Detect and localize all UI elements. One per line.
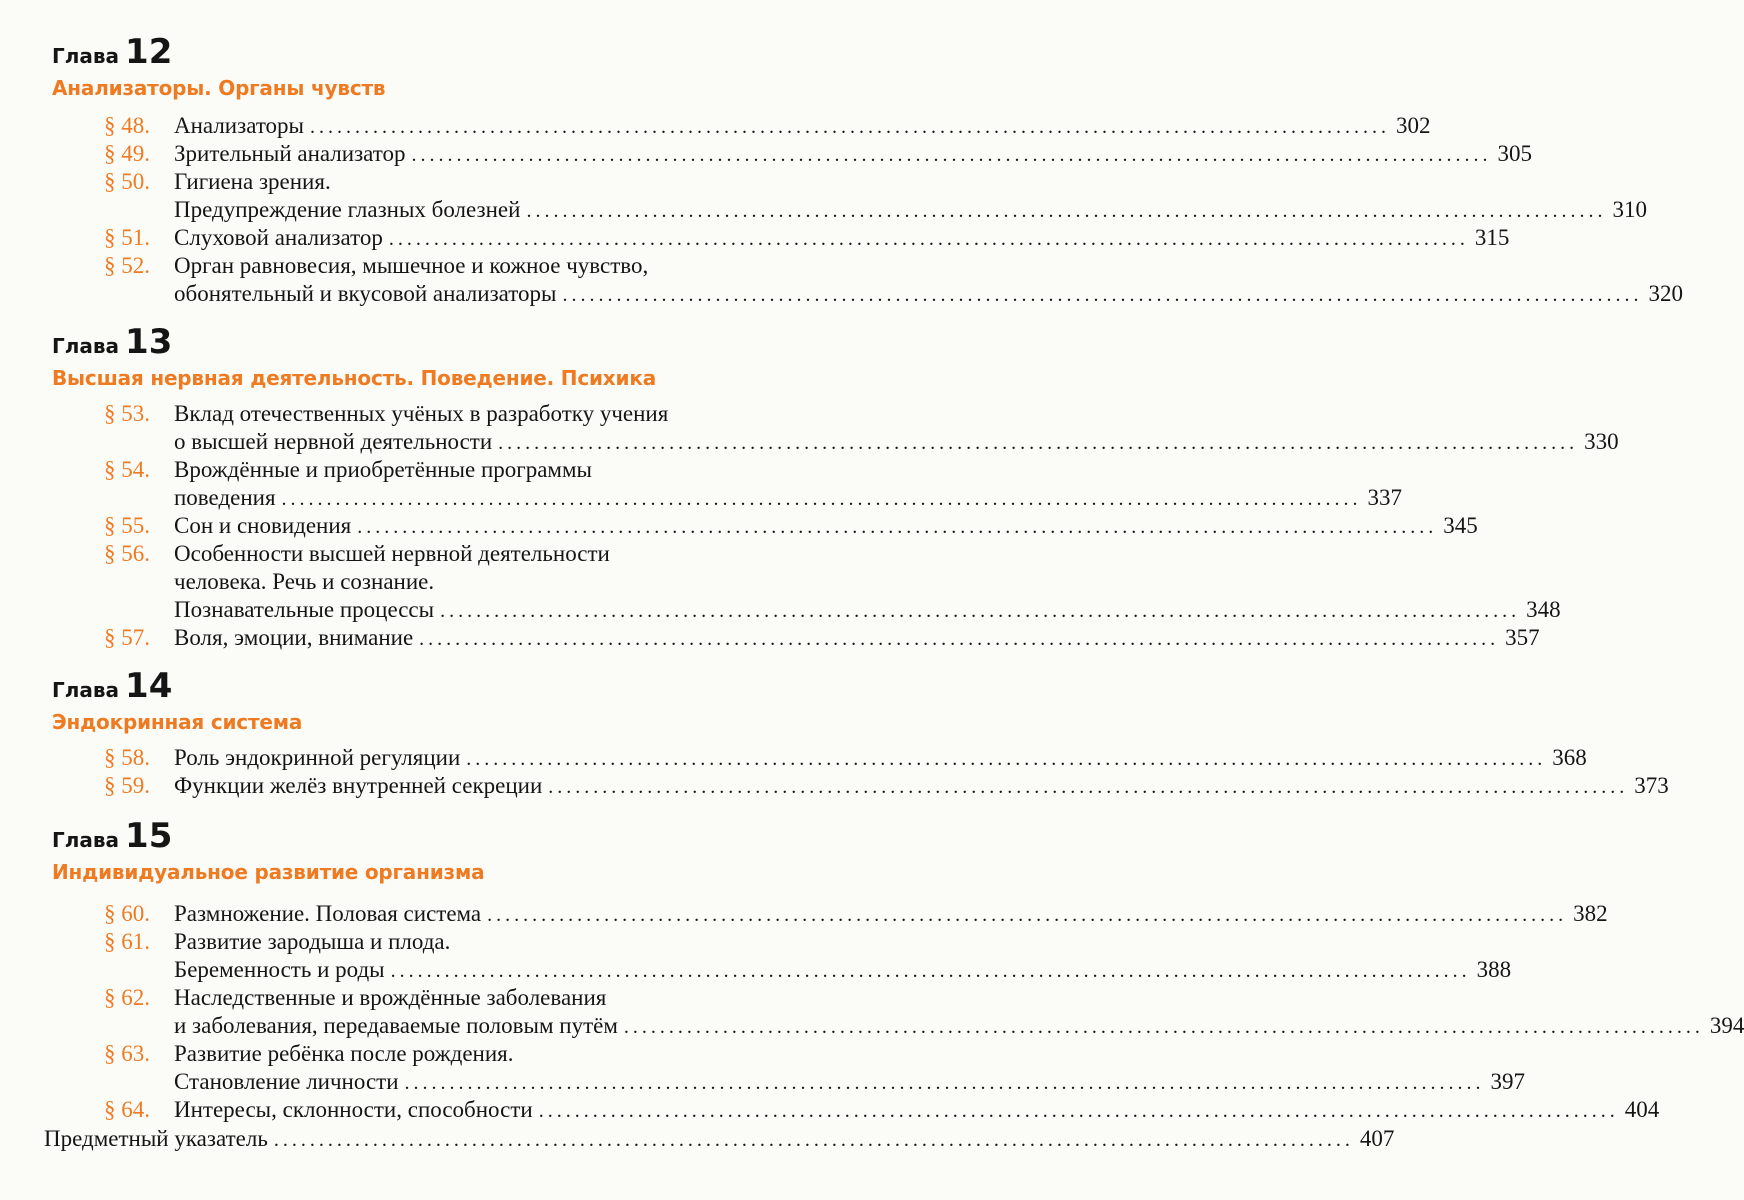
entry-title-line: Развитие зародыша и плода. <box>174 929 451 954</box>
entry-title-line: Воля, эмоции, внимание <box>174 625 414 650</box>
chapter-title: Высшая нервная деятельность. Поведение. Психика <box>52 366 656 390</box>
leader-dots: ........................................................................................................................ <box>357 516 1438 538</box>
index-label: Предметный указатель <box>44 1126 268 1151</box>
toc-entry[interactable] <box>52 512 1478 540</box>
chapter-title: Индивидуальное развитие организма <box>52 860 485 884</box>
section-number: § 52. <box>104 253 150 278</box>
chapter-title: Эндокринная система <box>52 710 303 734</box>
leader-dots: ........................................................................................................................ <box>273 1129 1354 1151</box>
page-number: 394 <box>1709 1013 1744 1038</box>
chapter-number: 12 <box>125 32 173 72</box>
toc-entry[interactable] <box>52 744 1587 772</box>
toc-entry[interactable] <box>52 1040 1526 1096</box>
toc-entry[interactable] <box>52 140 1533 168</box>
page-number: 348 <box>1526 597 1561 622</box>
section-number: § 55. <box>104 513 150 538</box>
leader-dots: ........................................................................................................................ <box>419 628 1500 650</box>
entry-title-line: Развитие ребёнка после рождения. <box>174 1041 514 1066</box>
page-number: 320 <box>1648 281 1683 306</box>
page-number: 368 <box>1552 745 1587 770</box>
leader-dots: ........................................................................................................................ <box>281 488 1362 510</box>
page-number: 330 <box>1584 429 1619 454</box>
toc-entry[interactable] <box>52 224 1510 252</box>
leader-dots: ........................................................................................................................ <box>466 748 1547 770</box>
page-number: 373 <box>1634 773 1669 798</box>
chapter-word: Глава <box>52 334 120 358</box>
entry-title-line: Сон и сновидения <box>174 513 352 538</box>
chapter-number: 14 <box>125 666 173 706</box>
chapter-14 <box>52 666 1669 800</box>
entry-title-line: Гигиена зрения. <box>174 169 331 194</box>
entry-title-line: Размножение. Половая система <box>174 901 482 926</box>
toc-entry[interactable] <box>52 900 1608 928</box>
toc-entry[interactable] <box>52 456 1403 512</box>
leader-dots: ........................................................................................................................ <box>498 432 1579 454</box>
chapter-word: Глава <box>52 44 120 68</box>
chapter-13 <box>52 322 1619 652</box>
toc-entry[interactable] <box>52 112 1431 140</box>
toc-entry[interactable] <box>52 168 1647 224</box>
chapter-heading <box>52 322 892 362</box>
entry-title-line: о высшей нервной деятельности <box>174 429 493 454</box>
page-number: 388 <box>1476 957 1512 982</box>
entry-title-line: Слуховой анализатор <box>174 225 383 250</box>
chapter-title: Анализаторы. Органы чувств <box>52 76 386 100</box>
entry-title-line: Становление личности <box>174 1069 399 1094</box>
entry-title-line: Беременность и роды <box>174 957 385 982</box>
leader-dots: ........................................................................................................................ <box>526 200 1607 222</box>
page-number: 404 <box>1624 1097 1660 1122</box>
leader-dots: ........................................................................................................................ <box>388 228 1469 250</box>
leader-dots: ........................................................................................................................ <box>538 1100 1619 1122</box>
toc-entry[interactable] <box>52 252 1683 308</box>
page-number: 302 <box>1396 113 1431 138</box>
chapter-word: Глава <box>52 678 120 702</box>
entry-title-line: человека. Речь и сознание. <box>174 569 435 594</box>
leader-dots: ........................................................................................................................ <box>411 144 1492 166</box>
subject-index-entry[interactable] <box>44 1125 1395 1153</box>
page-number: 357 <box>1505 625 1540 650</box>
chapter-heading <box>52 666 892 706</box>
entry-title-line: Наследственные и врождённые заболевания <box>174 985 607 1010</box>
toc-entry[interactable] <box>52 984 1744 1040</box>
entry-title-line: Роль эндокринной регуляции <box>174 745 461 770</box>
leader-dots: ........................................................................................................................ <box>548 776 1629 798</box>
page-number: 407 <box>1359 1126 1395 1151</box>
entry-title-line: Познавательные процессы <box>174 597 435 622</box>
toc-entry[interactable] <box>52 624 1540 652</box>
chapter-heading <box>52 32 892 72</box>
entry-title-line: Врождённые и приобретённые программы <box>174 457 592 482</box>
section-number: § 51. <box>104 225 150 250</box>
entry-title-line: поведения <box>174 485 276 510</box>
section-number: § 56. <box>104 541 150 566</box>
chapter-number: 15 <box>125 816 173 856</box>
entry-title-line: Вклад отечественных учёных в разработку учения <box>174 401 669 426</box>
page-number: 310 <box>1612 197 1647 222</box>
toc-entry[interactable] <box>52 400 1619 456</box>
leader-dots: ........................................................................................................................ <box>623 1016 1704 1038</box>
section-number: § 49. <box>104 141 150 166</box>
leader-dots: ........................................................................................................................ <box>487 904 1568 926</box>
section-number: § 62. <box>104 985 150 1010</box>
page-number: 337 <box>1367 485 1403 510</box>
section-number: § 64. <box>104 1097 150 1122</box>
page-number: 397 <box>1490 1069 1526 1094</box>
toc-entry[interactable] <box>52 772 1669 800</box>
chapter-number: 13 <box>125 322 173 362</box>
section-number: § 60. <box>104 901 150 926</box>
section-number: § 48. <box>104 113 150 138</box>
toc-entry[interactable] <box>52 928 1512 984</box>
section-number: § 54. <box>104 457 150 482</box>
toc-entry[interactable] <box>52 540 1561 624</box>
entry-title-line: Анализаторы <box>174 113 305 138</box>
section-number: § 50. <box>104 169 150 194</box>
entry-title-line: Функции желёз внутренней секреции <box>174 773 543 798</box>
entry-title-line: Интересы, склонности, способности <box>174 1097 533 1122</box>
toc-entry[interactable] <box>52 1096 1660 1124</box>
entry-title-line: Предупреждение глазных болезней <box>174 197 521 222</box>
entry-title-line: Особенности высшей нервной деятельности <box>174 541 610 566</box>
section-number: § 61. <box>104 929 150 954</box>
page-number: 305 <box>1497 141 1533 166</box>
chapter-12 <box>52 32 1683 308</box>
chapter-15 <box>52 816 1744 1124</box>
leader-dots: ........................................................................................................................ <box>440 600 1521 622</box>
chapter-heading <box>52 816 892 856</box>
section-number: § 53. <box>104 401 150 426</box>
section-number: § 58. <box>104 745 150 770</box>
leader-dots: ........................................................................................................................ <box>390 960 1471 982</box>
chapter-word: Глава <box>52 828 120 852</box>
page-number: 382 <box>1573 901 1608 926</box>
page-number: 315 <box>1474 225 1510 250</box>
entry-title-line: Орган равновесия, мышечное и кожное чувство, <box>174 253 649 278</box>
page-number: 345 <box>1443 513 1478 538</box>
entry-title-line: Зрительный анализатор <box>174 141 406 166</box>
leader-dots: ........................................................................................................................ <box>562 284 1643 306</box>
leader-dots: ........................................................................................................................ <box>310 116 1391 138</box>
entry-title-line: обонятельный и вкусовой анализаторы <box>174 281 557 306</box>
section-number: § 59. <box>104 773 150 798</box>
leader-dots: ........................................................................................................................ <box>404 1072 1485 1094</box>
section-number: § 63. <box>104 1041 150 1066</box>
entry-title-line: и заболевания, передаваемые половым путём <box>174 1013 618 1038</box>
section-number: § 57. <box>104 625 150 650</box>
